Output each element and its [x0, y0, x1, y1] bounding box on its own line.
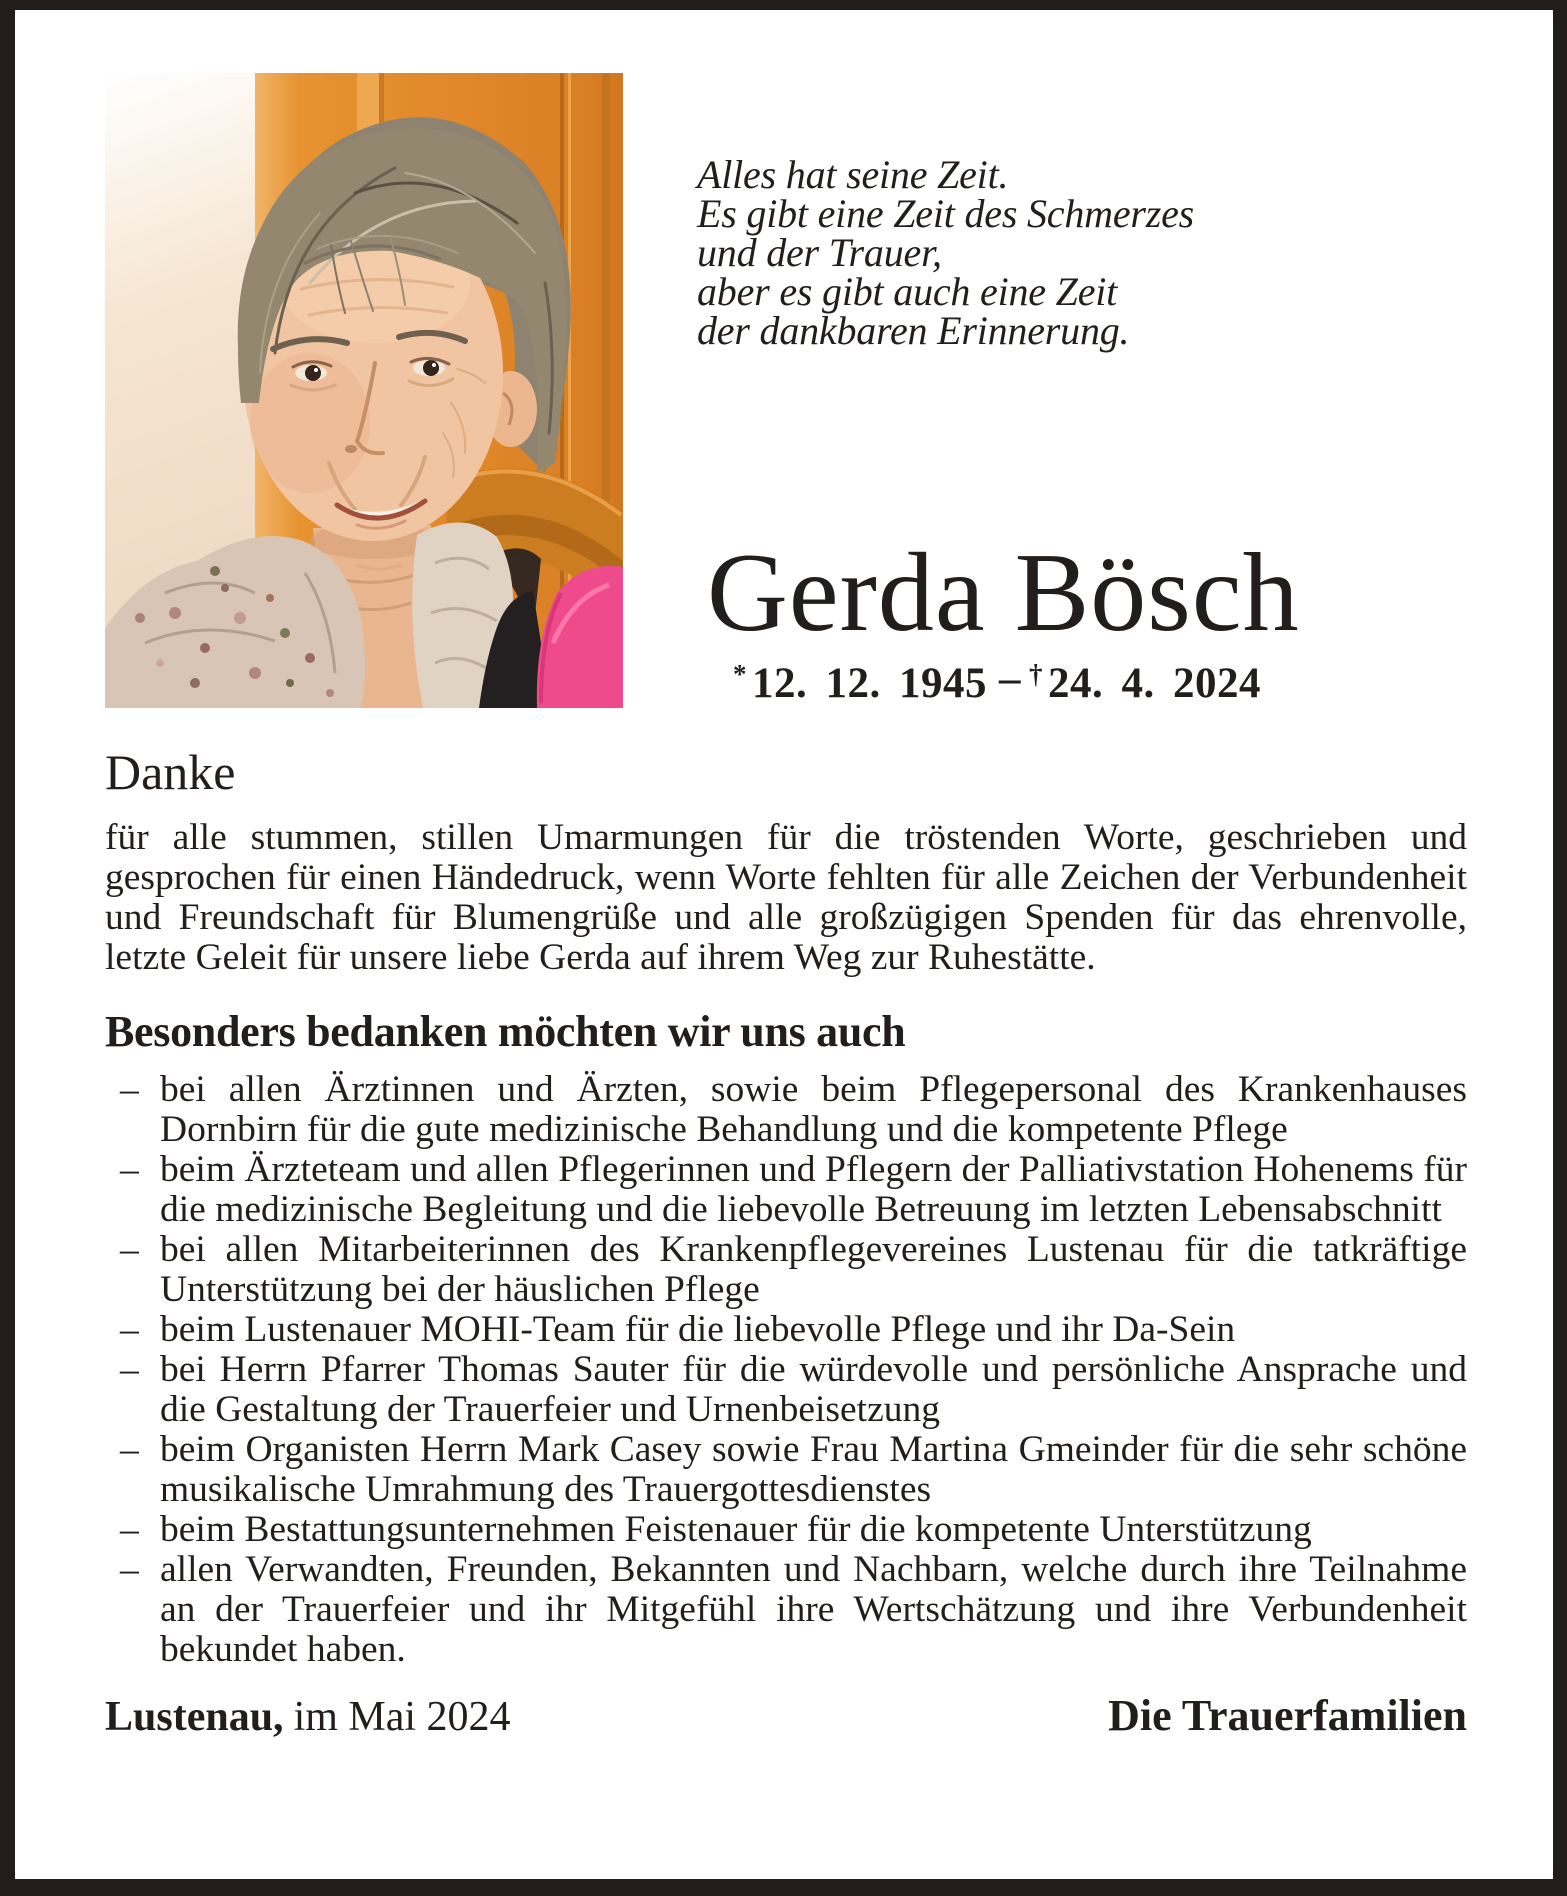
epigraph-line: der dankbaren Erinnerung.: [697, 308, 1130, 353]
thanks-item-text: beim Organisten Herrn Mark Casey sowie Frau Martina Gmeinder für die sehr schöne musikalische Umrahmung des Trauergottesdienstes: [160, 1429, 1467, 1511]
list-dash: –: [120, 1549, 139, 1591]
epigraph-line: aber es gibt auch eine Zeit: [697, 269, 1118, 314]
place-and-date: [105, 1693, 511, 1741]
epigraph-line: Alles hat seine Zeit.: [697, 152, 1009, 197]
list-dash: –: [120, 1509, 139, 1551]
date: im Mai 2024: [293, 1694, 511, 1741]
epigraph-line: und der Trauer,: [697, 230, 942, 275]
thanks-list-item: [105, 1510, 1467, 1550]
place: Lustenau,: [105, 1694, 284, 1741]
thanks-list-item: [105, 1350, 1467, 1430]
birth-date: 12. 12. 1945: [752, 660, 987, 707]
thanks-list-item: [105, 1070, 1467, 1150]
thanks-list-item: [105, 1230, 1467, 1310]
thanks-item-text: bei allen Ärztinnen und Ärzten, sowie beim Pflegepersonal des Krankenhauses Dornbirn für die gute medizinische Behandlung und die kompetente Pflege: [160, 1069, 1467, 1151]
thanks-list-item: [105, 1150, 1467, 1230]
signature: Die Trauerfamilien: [1108, 1691, 1467, 1741]
death-symbol: †: [1029, 659, 1043, 689]
birth-symbol: *: [733, 659, 747, 689]
portrait-photo: [105, 73, 623, 708]
dates-separator: –: [999, 655, 1021, 702]
thanks-heading: Danke: [105, 744, 236, 800]
list-dash: –: [120, 1149, 139, 1191]
thanks-list-item: [105, 1310, 1467, 1350]
thanks-list-item: [105, 1550, 1467, 1670]
life-dates: [733, 655, 1467, 708]
list-dash: –: [120, 1349, 139, 1391]
list-dash: –: [120, 1429, 139, 1471]
deceased-name-block: [697, 531, 1467, 708]
epigraph: [697, 152, 1467, 353]
special-thanks-list: [105, 1070, 1467, 1670]
portrait-illustration: [105, 73, 623, 708]
header-text-column: [623, 73, 1467, 708]
deceased-name: Gerda Bösch: [707, 531, 1300, 655]
thanks-intro-paragraph: für alle stummen, stillen Umarmungen für die tröstenden Worte, geschrieben und gesprochen für einen Händedruck, wenn Worte fehlten für alle Zeichen der Verbundenheit und Freundschaft für Blumengrüße und alle großzügigen Spenden für das ehrenvolle, letzte Geleit für unsere liebe Gerda auf ihrem Weg zur Ruhestätte.: [105, 817, 1467, 978]
list-dash: –: [120, 1229, 139, 1271]
thanks-item-text: allen Verwandten, Freunden, Bekannten und Nachbarn, welche durch ihre Teilnahme an der Trauerfeier und ihr Mitgefühl ihre Wertschätzung und ihre Verbundenheit bekundet haben.: [160, 1549, 1467, 1671]
epigraph-line: Es gibt eine Zeit des Schmerzes: [697, 191, 1195, 236]
thanks-item-text: bei Herrn Pfarrer Thomas Sauter für die würdevolle und persönliche Ansprache und die Gestaltung der Trauerfeier und Urnenbeisetzung: [160, 1349, 1467, 1431]
list-dash: –: [120, 1309, 139, 1351]
header-section: [105, 73, 1467, 708]
thanks-item-text: bei allen Mitarbeiterinnen des Krankenpflegevereines Lustenau für die tatkräftige Unterstützung bei der häuslichen Pflege: [160, 1229, 1467, 1311]
thanks-item-text: beim Lustenauer MOHI-Team für die liebevolle Pflege und ihr Da-Sein: [160, 1309, 1236, 1351]
list-dash: –: [120, 1069, 139, 1111]
special-thanks-heading: Besonders bedanken möchten wir uns auch: [105, 1007, 906, 1056]
footer: [105, 1690, 1467, 1741]
thanks-item-text: beim Bestattungsunternehmen Feistenauer für die kompetente Unterstützung: [160, 1509, 1312, 1551]
thanks-item-text: beim Ärzteteam und allen Pflegerinnen und Pflegern der Palliativstation Hohenems für die medizinische Begleitung und die liebevolle Betreuung im letzten Lebensabschnitt: [160, 1149, 1467, 1231]
death-date: 24. 4. 2024: [1048, 660, 1261, 707]
thanks-list-item: [105, 1430, 1467, 1510]
